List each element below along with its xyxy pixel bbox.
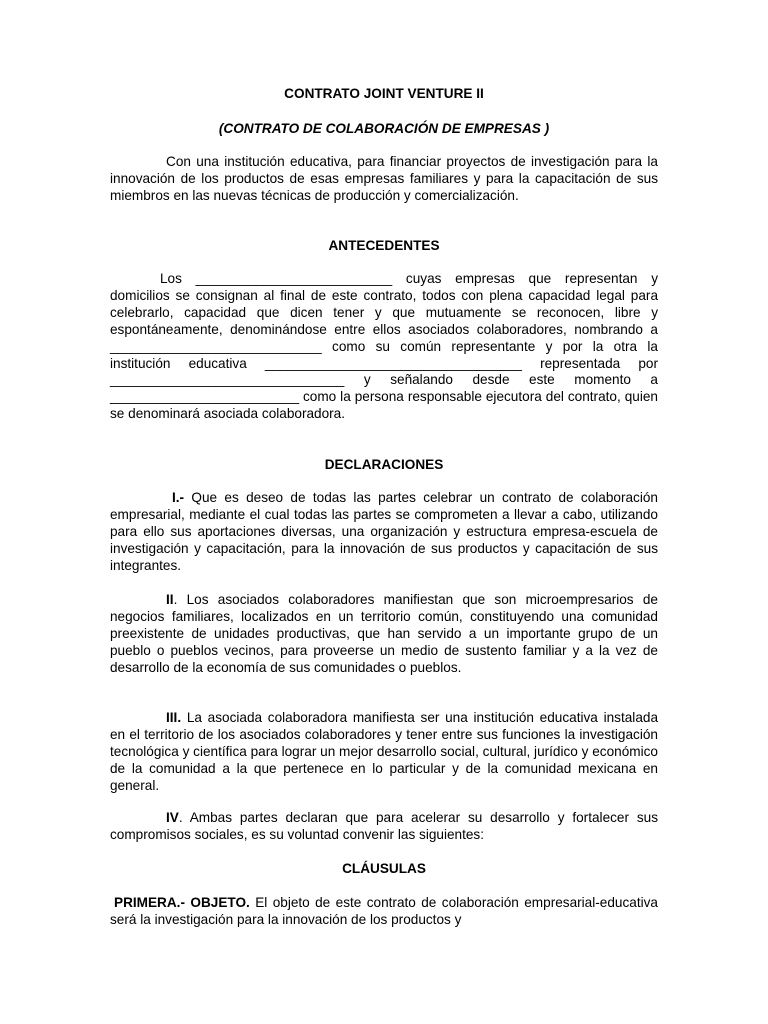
declaracion-text: . Los asociados colaboradores manifiestan que son microempresarios de negocios familiares, localizados en un territorio común, constituyendo una comunidad preexistente de unidades productivas, que han servido a un importante grupo de un pueblo o pueblos vecinos, para proveerse un medio de sustento familiar y a la vez de desarrollo de la economía de sus comunidades o pueblos. <box>110 592 658 675</box>
declaracion-number: IV <box>166 810 179 825</box>
clausulas-heading: CLÁUSULAS <box>342 861 426 876</box>
declaracion-number: II <box>166 592 174 607</box>
clausula-primera <box>110 895 658 929</box>
document-subtitle: (CONTRATO DE COLABORACIÓN DE EMPRESAS ) <box>218 121 550 136</box>
antecedentes-heading: ANTECEDENTES <box>328 238 440 253</box>
clausula-label: PRIMERA.- OBJETO. <box>114 895 250 910</box>
declaracion-number: I.- <box>172 490 185 505</box>
declaracion-number: III. <box>166 710 182 725</box>
document-title: CONTRATO JOINT VENTURE II <box>284 86 484 101</box>
declaracion-item <box>110 710 658 795</box>
antecedentes-paragraph: Los __________________________ cuyas empresas que representan y domicilios se consignan al final de este contrato, todos con plena capacidad legal para celebrarlo, capacidad que dicen tener y que mutuamente se reconocen, libre y espontáneamente, denominándose entre ellos asociados colaboradores, nombrando a ____________________________ como su común representante y por la otra la institución educativa __________________________________ representada por _______________________________ y señalando desde este momento a _________________________ como la persona responsable ejecutora del contrato, quien se denominará asociada colaboradora. <box>110 271 658 422</box>
declaracion-item <box>110 810 658 844</box>
declaracion-item <box>110 592 658 677</box>
intro-paragraph: Con una institución educativa, para financiar proyectos de investigación para la innovación de los productos de esas empresas familiares y para la capacitación de sus miembros en las nuevas técnicas de producción y comercialización. <box>110 154 658 203</box>
declaracion-text: Que es deseo de todas las partes celebrar un contrato de colaboración empresarial, mediante el cual todas las partes se comprometen a llevar a cabo, utilizando para ello sus aportaciones diversas, una organización y estructura empresa-escuela de investigación y capacitación, para la innovación de sus productos y capacitación de sus integrantes. <box>110 490 658 573</box>
clausula-text: El objeto de este contrato de colaboración empresarial-educativa será la investigación para la innovación de los productos y <box>110 895 658 927</box>
declaracion-text: . Ambas partes declaran que para acelerar su desarrollo y fortalecer sus compromisos sociales, es su voluntad convenir las siguientes: <box>110 810 658 842</box>
declaraciones-heading: DECLARACIONES <box>324 457 444 472</box>
declaracion-item <box>110 490 658 575</box>
declaracion-text: La asociada colaboradora manifiesta ser una institución educativa instalada en el territorio de los asociados colaboradores y tener entre sus funciones la investigación tecnológica y científica para lograr un mejor desarrollo social, cultural, jurídico y económico de la comunidad a la que pertenece en lo particular y de la comunidad mexicana en general. <box>110 710 658 793</box>
